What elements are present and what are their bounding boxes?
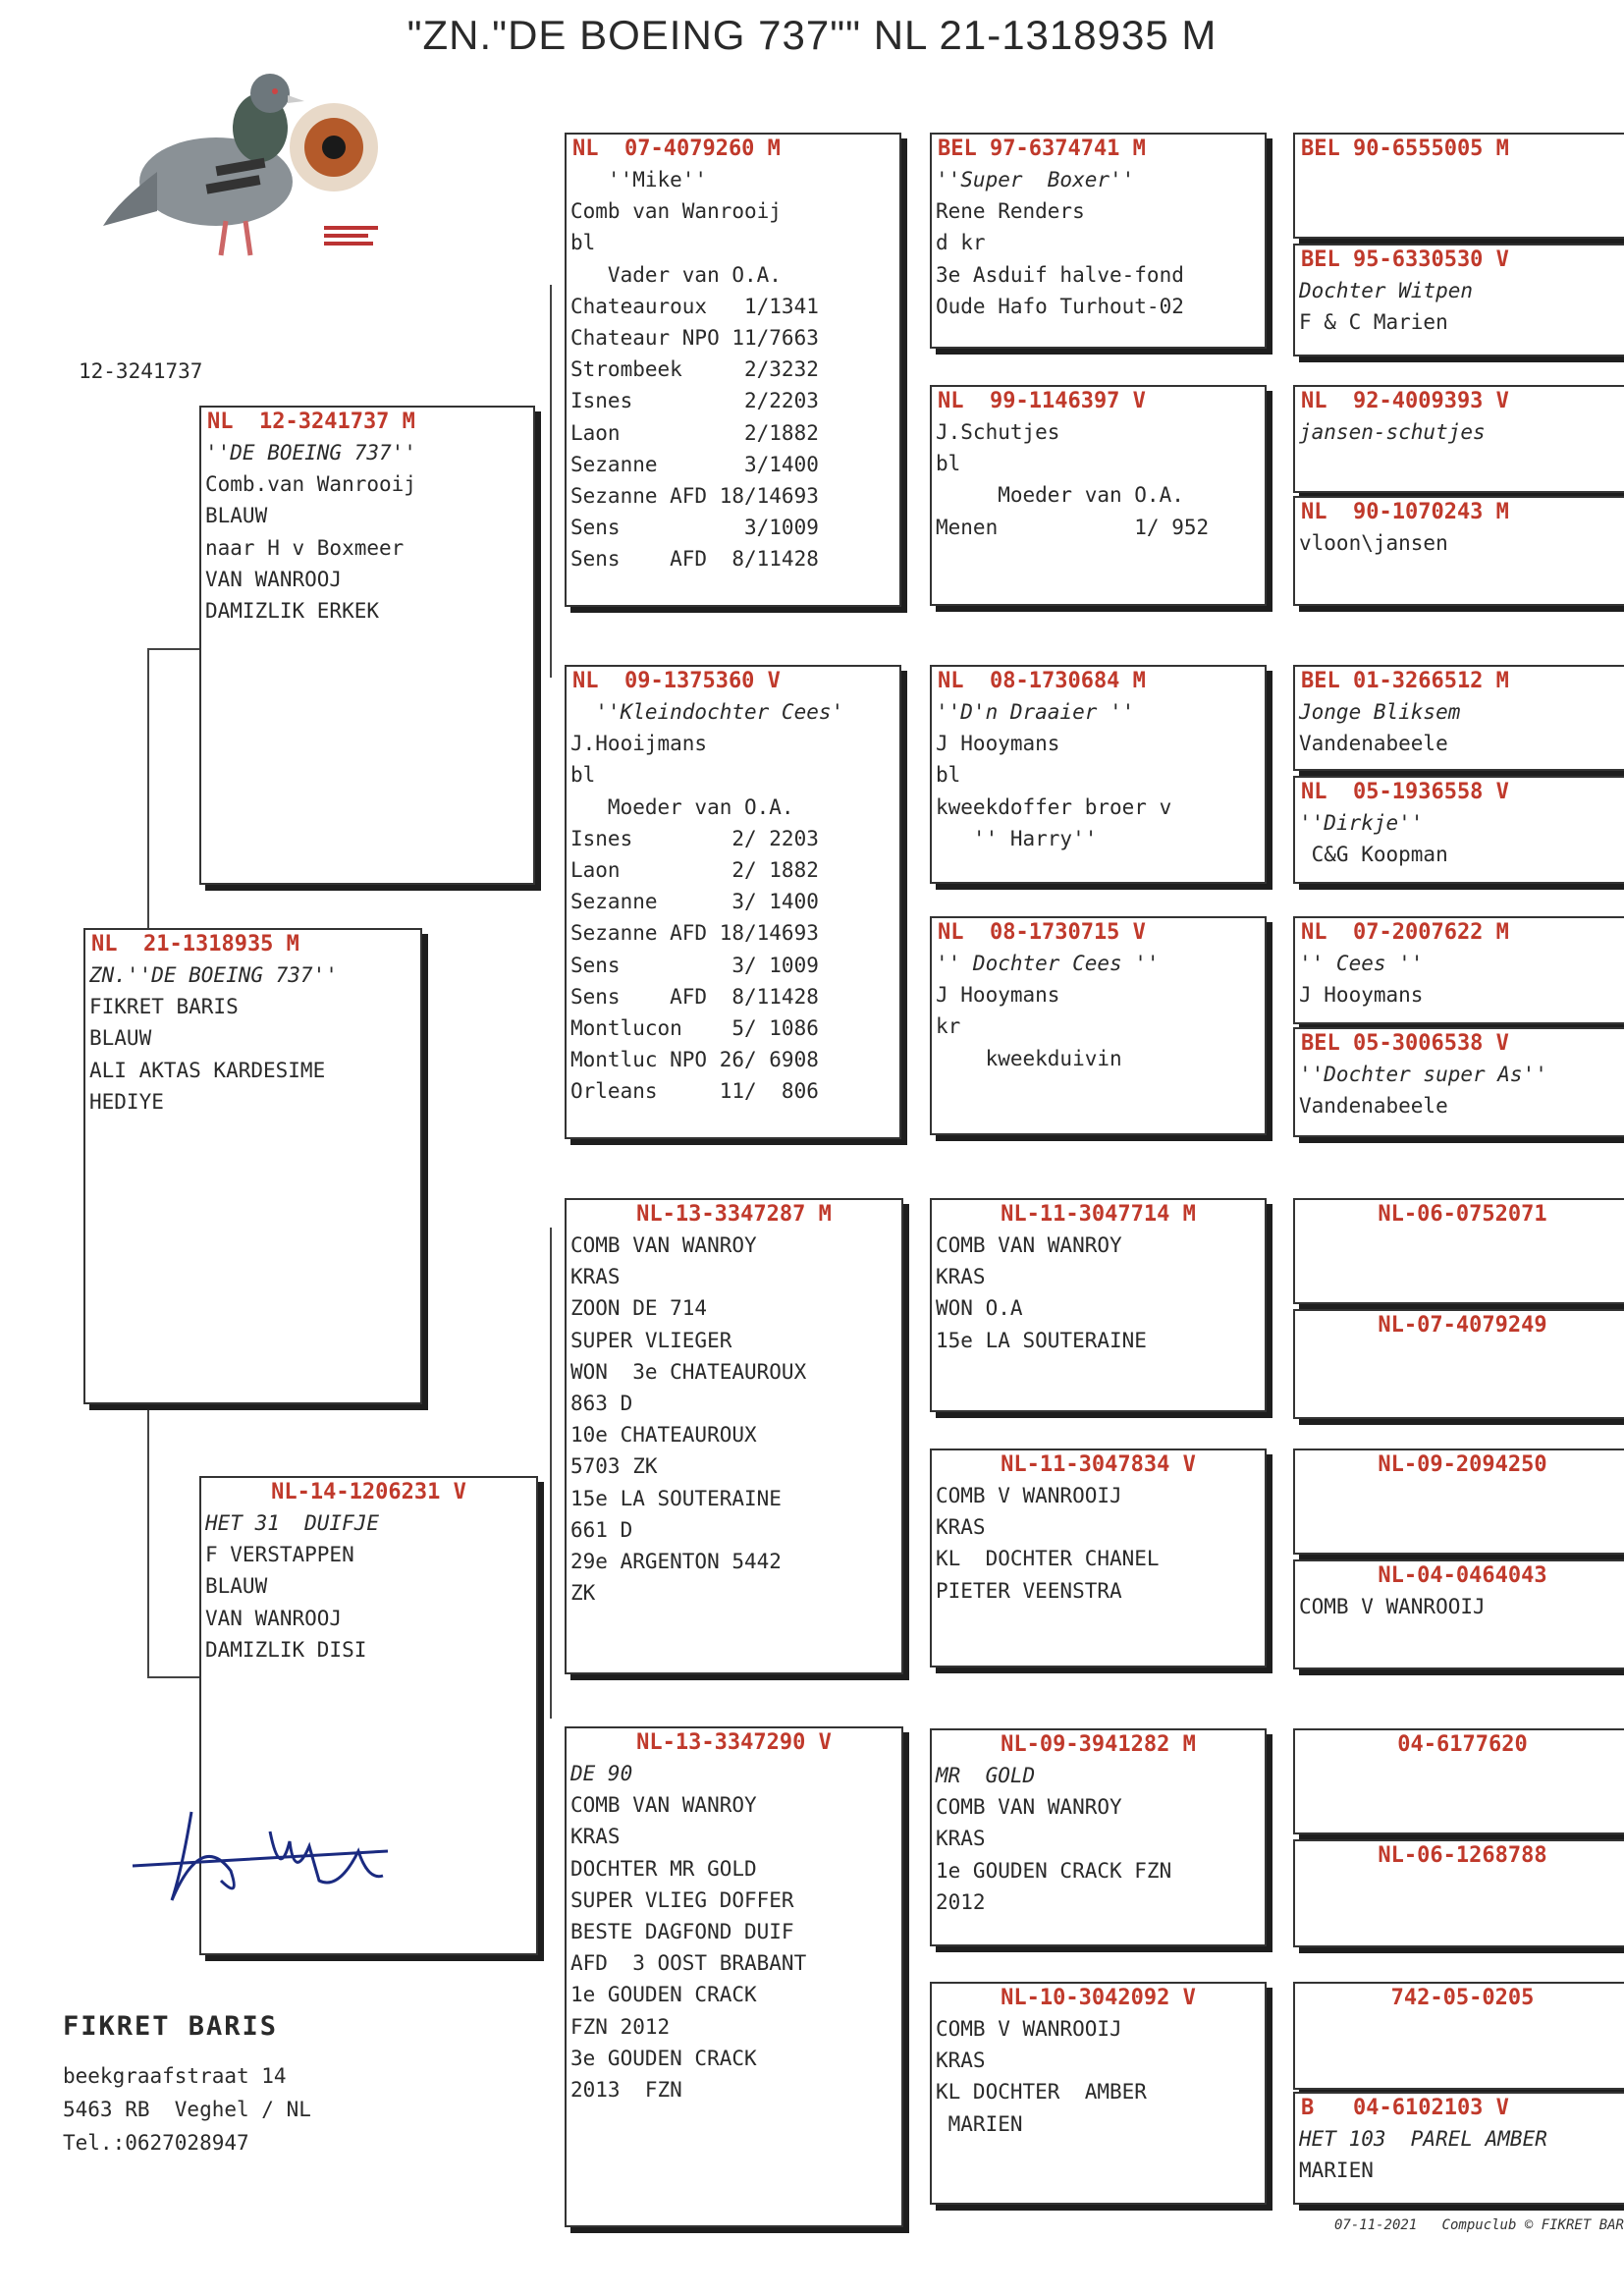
pedigree-line: SUPER VLIEGER — [570, 1328, 732, 1352]
pedigree-line: FIKRET BARIS — [89, 995, 239, 1019]
pedigree-line: MARIEN — [1299, 2159, 1374, 2183]
pedigree-line: 5703 ZK — [570, 1454, 658, 1479]
pedigree-line: Isnes 2/2203 — [570, 389, 819, 413]
pedigree-box-b11 — [930, 1198, 1267, 1412]
pedigree-line: VAN WANROOJ — [205, 567, 343, 591]
pedigree-line: BLAUW — [89, 1026, 152, 1051]
owner-block — [63, 2011, 311, 2159]
pedigree-box-b14 — [930, 1982, 1267, 2205]
pedigree-line: kr — [936, 1014, 961, 1039]
pedigree-box-b13 — [930, 1728, 1267, 1946]
pedigree-box-b20 — [1293, 776, 1624, 884]
pedigree-line: F VERSTAPPEN — [205, 1543, 354, 1567]
pedigree-line: '' Harry'' — [936, 826, 1098, 850]
pedigree-line: Moeder van O.A. — [570, 794, 794, 819]
pedigree-line: COMB V WANROOIJ — [936, 1484, 1122, 1507]
pedigree-line: 3e Asduif halve-fond — [936, 262, 1184, 287]
pedigree-line: 863 D — [570, 1392, 633, 1416]
pedigree-line: Vader van O.A. — [570, 262, 782, 287]
ring-number: NL-09-2094250 — [1378, 1452, 1547, 1477]
footer-stamp: 07-11-2021 Compuclub © FIKRET BAR — [1333, 2217, 1624, 2233]
pedigree-line: ZN.''DE BOEING 737'' — [89, 963, 338, 987]
pedigree-box-b29 — [1293, 1982, 1624, 2090]
ring-number: NL 08-1730715 V — [938, 920, 1146, 945]
pedigree-line: COMB VAN WANROY — [936, 1233, 1122, 1257]
ring-reference: 12-3241737 — [79, 359, 203, 383]
ring-number: NL-13-3347290 V — [636, 1730, 832, 1755]
ring-number: NL-07-4079249 — [1378, 1313, 1547, 1338]
ring-number: 04-6177620 — [1397, 1732, 1528, 1757]
pedigree-line: BLAUW — [205, 1574, 268, 1599]
pedigree-line: 10e CHATEAUROUX — [570, 1423, 757, 1448]
pedigree-line: Oude Hafo Turhout-02 — [936, 294, 1184, 318]
pedigree-line: J.Hooijmans — [570, 732, 708, 756]
pedigree-line: Strombeek 2/3232 — [570, 357, 819, 382]
pedigree-line: Laon 2/ 1882 — [570, 858, 819, 883]
pedigree-line: Rene Renders — [936, 199, 1085, 224]
pedigree-box-b6 — [565, 1726, 903, 2227]
pedigree-line: ZOON DE 714 — [570, 1296, 708, 1321]
pedigree-line: ''Dirkje'' — [1299, 811, 1424, 835]
pedigree-box-b30 — [1293, 2092, 1624, 2205]
pedigree-line: Sens 3/1009 — [570, 516, 819, 540]
pedigree-box-b5 — [565, 1198, 903, 1674]
pedigree-line: Isnes 2/ 2203 — [570, 826, 819, 850]
pedigree-line: ''DE BOEING 737'' — [205, 441, 416, 465]
ring-number: NL-13-3347287 M — [636, 1202, 832, 1227]
pedigree-box-b19 — [1293, 665, 1624, 771]
ring-number: NL 07-2007622 M — [1301, 920, 1509, 945]
pedigree-line: J Hooymans — [936, 732, 1060, 756]
ring-number: NL 05-1936558 V — [1301, 780, 1509, 804]
pedigree-line: Sezanne 3/ 1400 — [570, 890, 819, 914]
pedigree-line: COMB VAN WANROY — [936, 1795, 1122, 1820]
pedigree-line: COMB V WANROOIJ — [1299, 1595, 1486, 1618]
pedigree-line: Jonge Bliksem — [1299, 700, 1461, 724]
ring-number: NL-09-3941282 M — [1001, 1732, 1196, 1757]
pedigree-line: Comb.van Wanrooij — [205, 472, 416, 497]
pedigree-box-b18 — [1293, 496, 1624, 606]
ring-number: NL 12-3241737 M — [207, 410, 415, 434]
pedigree-line: KRAS — [570, 1825, 621, 1849]
pedigree-box-b25 — [1293, 1449, 1624, 1555]
ring-number: BEL 95-6330530 V — [1301, 247, 1509, 272]
pedigree-box-b4 — [565, 665, 901, 1139]
pedigree-line: Chateaur NPO 11/7663 — [570, 326, 819, 351]
pedigree-line: Sens AFD 8/11428 — [570, 984, 819, 1009]
pedigree-line: WON 3e CHATEAUROUX — [570, 1359, 807, 1384]
pedigree-line: DAMIZLIK ERKEK — [205, 599, 380, 624]
pedigree-line: vloon\jansen — [1299, 531, 1448, 555]
pedigree-line: VAN WANROOJ — [205, 1606, 343, 1630]
ring-number: 742-05-0205 — [1390, 1986, 1535, 2010]
pedigree-line: HET 31 DUIFJE — [205, 1511, 380, 1535]
pedigree-box-b27 — [1293, 1728, 1624, 1834]
ring-number: B 04-6102103 V — [1301, 2096, 1509, 2120]
pedigree-line: Sezanne 3/1400 — [570, 452, 819, 476]
pedigree-line: Laon 2/1882 — [570, 420, 819, 445]
pedigree-line: 15e LA SOUTERAINE — [936, 1328, 1147, 1352]
pedigree-line: J.Schutjes — [936, 420, 1060, 444]
owner-address-line: 5463 RB Veghel / NL — [63, 2098, 311, 2121]
ring-number: NL-04-0464043 — [1378, 1563, 1547, 1588]
pedigree-line: BLAUW — [205, 504, 268, 528]
pedigree-line: ''Mike'' — [570, 168, 708, 191]
pedigree-line: DOCHTER MR GOLD — [570, 1856, 757, 1881]
pedigree-line: ZK — [570, 1581, 596, 1606]
pedigree-line: 29e ARGENTON 5442 — [570, 1550, 782, 1574]
pedigree-box-b0 — [83, 928, 422, 1404]
signature — [123, 1792, 417, 1910]
pedigree-line: ALI AKTAS KARDESIME — [89, 1058, 326, 1082]
pedigree-line: F & C Marien — [1299, 310, 1448, 335]
pedigree-line: KRAS — [936, 1265, 986, 1289]
pedigree-line: Dochter Witpen — [1299, 279, 1474, 302]
ring-number: NL 21-1318935 M — [91, 932, 299, 957]
ring-number: BEL 97-6374741 M — [938, 137, 1146, 161]
pedigree-line: Orleans 11/ 806 — [570, 1079, 819, 1104]
pedigree-line: bl — [570, 763, 596, 788]
pedigree-box-b15 — [1293, 133, 1624, 239]
pedigree-line: KL DOCHTER AMBER — [936, 2080, 1147, 2105]
pedigree-line: C&G Koopman — [1299, 843, 1448, 867]
pedigree-line: 1e GOUDEN CRACK — [570, 1983, 757, 2007]
ring-number: NL 99-1146397 V — [938, 389, 1146, 413]
ring-number: BEL 90-6555005 M — [1301, 137, 1509, 161]
pedigree-line: Vandenabeele — [1299, 1094, 1448, 1119]
ring-number: NL 08-1730684 M — [938, 669, 1146, 693]
pedigree-line: Vandenabeele — [1299, 732, 1448, 756]
pedigree-line: SUPER VLIEG DOFFER — [570, 1887, 794, 1912]
ring-number: NL-11-3047834 V — [1001, 1452, 1196, 1477]
pedigree-line: d kr — [936, 231, 986, 255]
pedigree-line: COMB V WANROOIJ — [936, 2017, 1122, 2041]
ring-number: NL 07-4079260 M — [572, 137, 781, 161]
pedigree-line: bl — [936, 452, 961, 476]
pedigree-line: 2013 FZN — [570, 2078, 682, 2103]
pedigree-line: Montluc NPO 26/ 6908 — [570, 1048, 819, 1072]
pedigree-line: Sezanne AFD 18/14693 — [570, 921, 819, 946]
pedigree-line: ''Kleindochter Cees' — [570, 700, 844, 724]
ring-number: NL-10-3042092 V — [1001, 1986, 1196, 2010]
pedigree-line: MARIEN — [936, 2111, 1023, 2136]
pedigree-box-b9 — [930, 665, 1267, 884]
pedigree-line: 3e GOUDEN CRACK — [570, 2046, 757, 2070]
pedigree-line: COMB VAN WANROY — [570, 1233, 757, 1257]
owner-name: FIKRET BARIS — [63, 2011, 279, 2042]
pedigree-line: MR GOLD — [936, 1764, 1036, 1787]
pedigree-line: WON O.A — [936, 1296, 1023, 1321]
ring-number: NL-11-3047714 M — [1001, 1202, 1196, 1227]
pigeon-photo — [98, 54, 393, 280]
pedigree-line: bl — [936, 763, 961, 788]
pedigree-line: HET 103 PAREL AMBER — [1299, 2127, 1547, 2151]
pedigree-box-b17 — [1293, 385, 1624, 493]
pedigree-box-b22 — [1293, 1027, 1624, 1137]
pedigree-line: '' Cees '' — [1299, 952, 1424, 975]
pedigree-line: PIETER VEENSTRA — [936, 1578, 1122, 1603]
ring-number: BEL 05-3006538 V — [1301, 1031, 1509, 1056]
pedigree-line: Chateauroux 1/1341 — [570, 294, 819, 318]
owner-address-line: Tel.:0627028947 — [63, 2131, 249, 2155]
ring-number: NL 90-1070243 M — [1301, 500, 1509, 524]
pedigree-line: Montlucon 5/ 1086 — [570, 1016, 819, 1041]
pedigree-line: AFD 3 OOST BRABANT — [570, 1951, 807, 1976]
owner-address-line: beekgraafstraat 14 — [63, 2064, 287, 2088]
pedigree-box-b3 — [565, 133, 901, 607]
pedigree-line: KRAS — [936, 2049, 986, 2073]
pedigree-line: FZN 2012 — [570, 2014, 671, 2039]
ring-number: NL-06-1268788 — [1378, 1843, 1547, 1868]
pedigree-line: J Hooymans — [1299, 983, 1424, 1008]
pedigree-box-b21 — [1293, 916, 1624, 1024]
pedigree-box-b7 — [930, 133, 1267, 349]
ring-number: NL-06-0752071 — [1378, 1202, 1547, 1227]
pedigree-line: Moeder van O.A. — [936, 483, 1184, 508]
pedigree-line: 15e LA SOUTERAINE — [570, 1486, 782, 1510]
pedigree-line: Sens AFD 8/11428 — [570, 547, 819, 572]
ring-number: BEL 01-3266512 M — [1301, 669, 1509, 693]
pedigree-box-b8 — [930, 385, 1267, 606]
pedigree-line: ''Dochter super As'' — [1299, 1063, 1547, 1086]
pedigree-line: COMB VAN WANROY — [570, 1793, 757, 1818]
pedigree-line: BESTE DAGFOND DUIF — [570, 1920, 794, 1944]
pedigree-line: kweekdoffer broer v — [936, 794, 1172, 819]
pedigree-line: Sens 3/ 1009 — [570, 953, 819, 977]
pedigree-line: Menen 1/ 952 — [936, 515, 1210, 539]
pedigree-title: "ZN."DE BOEING 737"" NL 21-1318935 M — [406, 12, 1218, 58]
pedigree-box-b23 — [1293, 1198, 1624, 1304]
pedigree-box-b28 — [1293, 1839, 1624, 1947]
ring-number: NL-14-1206231 V — [271, 1480, 466, 1504]
pedigree-line: DAMIZLIK DISI — [205, 1637, 367, 1662]
pedigree-line: Comb van Wanrooij — [570, 199, 782, 224]
pedigree-line: ''D'n Draaier '' — [936, 700, 1135, 724]
pedigree-box-b16 — [1293, 244, 1624, 356]
pedigree-box-b10 — [930, 916, 1267, 1135]
pedigree-line: ''Super Boxer'' — [936, 168, 1135, 191]
pedigree-box-b1 — [199, 406, 535, 885]
pedigree-box-b24 — [1293, 1309, 1624, 1419]
pedigree-line: J Hooymans — [936, 983, 1060, 1008]
ring-number: NL 92-4009393 V — [1301, 389, 1509, 413]
pedigree-line: '' Dochter Cees '' — [936, 952, 1160, 975]
pedigree-line: kweekduivin — [936, 1046, 1122, 1070]
pedigree-line: KL DOCHTER CHANEL — [936, 1547, 1160, 1571]
pedigree-line: 2012 — [936, 1889, 986, 1914]
pedigree-line: jansen-schutjes — [1299, 420, 1486, 444]
pedigree-line: HEDIYE — [89, 1089, 164, 1114]
pedigree-line: KRAS — [936, 1515, 986, 1540]
pedigree-line: 1e GOUDEN CRACK FZN — [936, 1858, 1172, 1883]
pedigree-line: bl — [570, 231, 596, 255]
pedigree-box-b26 — [1293, 1559, 1624, 1669]
pedigree-line: 661 D — [570, 1517, 633, 1542]
pedigree-line: Sezanne AFD 18/14693 — [570, 484, 819, 509]
ring-number: NL 09-1375360 V — [572, 669, 781, 693]
pedigree-line: KRAS — [570, 1265, 621, 1289]
pedigree-line: KRAS — [936, 1827, 986, 1851]
pedigree-box-b12 — [930, 1449, 1267, 1667]
pedigree-line: naar H v Boxmeer — [205, 535, 405, 560]
pedigree-line: DE 90 — [570, 1762, 633, 1785]
